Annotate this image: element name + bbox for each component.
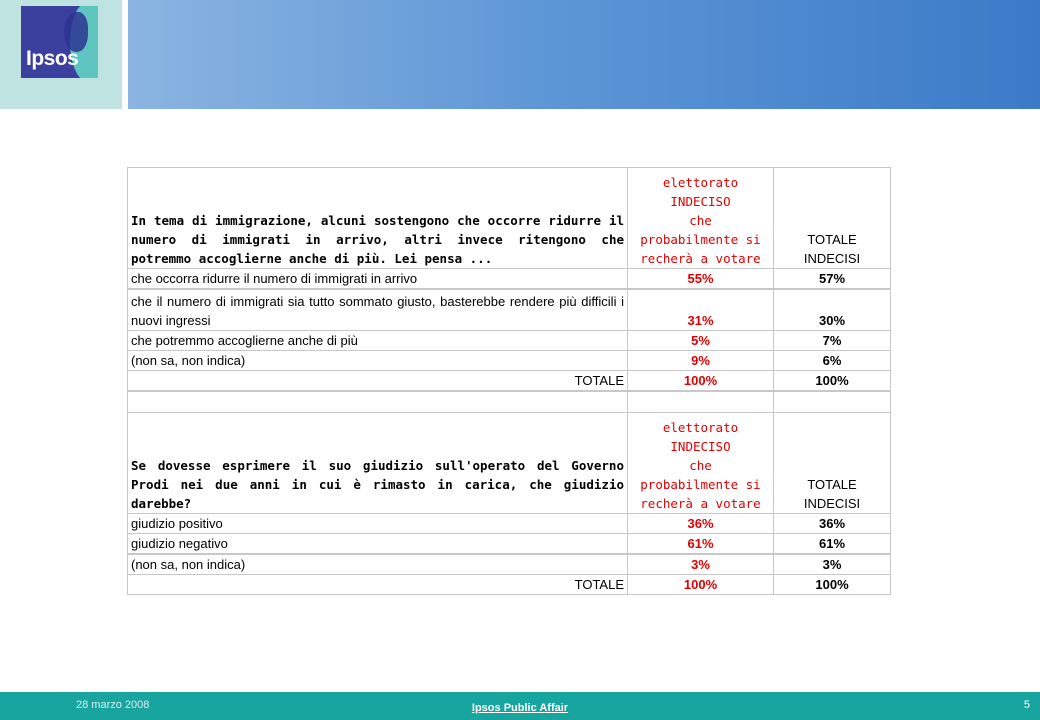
table-row <box>128 554 891 575</box>
total-value: 100% <box>774 575 891 595</box>
logo-face-icon <box>64 12 88 52</box>
spacer-cell <box>774 391 891 413</box>
total-row <box>128 371 891 392</box>
survey-table <box>127 167 891 595</box>
row-red-value: 55% <box>628 269 774 290</box>
row-red-value: 9% <box>628 351 774 371</box>
spacer-cell <box>128 391 628 413</box>
red-header-line: recherà a votare <box>640 251 761 266</box>
row-label: che potremmo accoglierne anche di più <box>128 331 628 351</box>
row-red-value: 3% <box>628 554 774 575</box>
row-red-value: 31% <box>628 289 774 331</box>
section2-question: Se dovesse esprimere il suo giudizio sull'operato del Governo Prodi nei due anni in cui è rimasto in carica, che giudizio darebbe? <box>128 413 628 514</box>
total-header-line: INDECISI <box>803 251 861 266</box>
total-value: 100% <box>774 371 891 392</box>
row-total-value: 30% <box>774 289 891 331</box>
spacer-row <box>128 391 891 413</box>
section1-red-header <box>628 168 774 269</box>
table-row <box>128 331 891 351</box>
section1-question: In tema di immigrazione, alcuni sostengono che occorre ridurre il numero di immigrati in arrivo, altri invece ritengono che potremmo accoglierne anche di più. Lei pensa ... <box>128 168 628 269</box>
red-header-line: che <box>689 458 712 473</box>
row-label: (non sa, non indica) <box>128 554 628 575</box>
page-number: 5 <box>1023 699 1030 711</box>
row-red-value: 36% <box>628 514 774 534</box>
total-header-line: INDECISI <box>803 496 861 511</box>
red-header-line: INDECISO <box>670 439 731 454</box>
total-red-value: 100% <box>628 575 774 595</box>
row-total-value: 7% <box>774 331 891 351</box>
row-total-value: 61% <box>774 534 891 555</box>
red-header-line: probabilmente si <box>640 477 761 492</box>
row-total-value: 3% <box>774 554 891 575</box>
table-row <box>128 351 891 371</box>
red-header-line: elettorato <box>662 420 739 435</box>
row-red-value: 5% <box>628 331 774 351</box>
row-label: (non sa, non indica) <box>128 351 628 371</box>
table-row <box>128 514 891 534</box>
table-row <box>128 534 891 555</box>
section2-total-header <box>774 413 891 514</box>
row-label: giudizio positivo <box>128 514 628 534</box>
row-total-value: 57% <box>774 269 891 290</box>
total-label: TOTALE <box>128 575 628 595</box>
row-total-value: 6% <box>774 351 891 371</box>
total-label: TOTALE <box>128 371 628 392</box>
section2-red-header <box>628 413 774 514</box>
logo-text: Ipsos <box>26 47 79 70</box>
section1-total-header <box>774 168 891 269</box>
logo-panel <box>0 0 122 109</box>
red-header-line: che <box>689 213 712 228</box>
header-band <box>128 0 1040 109</box>
red-header-line: recherà a votare <box>640 496 761 511</box>
section2-header-row <box>128 413 891 514</box>
total-header-line: TOTALE <box>807 477 857 492</box>
red-header-line: INDECISO <box>670 194 731 209</box>
red-header-line: probabilmente si <box>640 232 761 247</box>
total-row <box>128 575 891 595</box>
row-label: che occorra ridurre il numero di immigrati in arrivo <box>128 269 628 290</box>
ipsos-logo <box>21 6 98 78</box>
table-row <box>128 269 891 290</box>
row-label: giudizio negativo <box>128 534 628 555</box>
total-header-line: TOTALE <box>807 232 857 247</box>
total-red-value: 100% <box>628 371 774 392</box>
table-row <box>128 289 891 331</box>
footer-company-link[interactable]: Ipsos Public Affair <box>471 702 569 714</box>
row-label: che il numero di immigrati sia tutto sommato giusto, basterebbe rendere più difficili i nuovi ingressi <box>128 289 628 331</box>
red-header-line: elettorato <box>662 175 739 190</box>
footer-date: 28 marzo 2008 <box>76 699 150 711</box>
row-total-value: 36% <box>774 514 891 534</box>
section1-header-row <box>128 168 891 269</box>
footer-bar <box>0 692 1040 720</box>
spacer-cell <box>628 391 774 413</box>
row-red-value: 61% <box>628 534 774 555</box>
